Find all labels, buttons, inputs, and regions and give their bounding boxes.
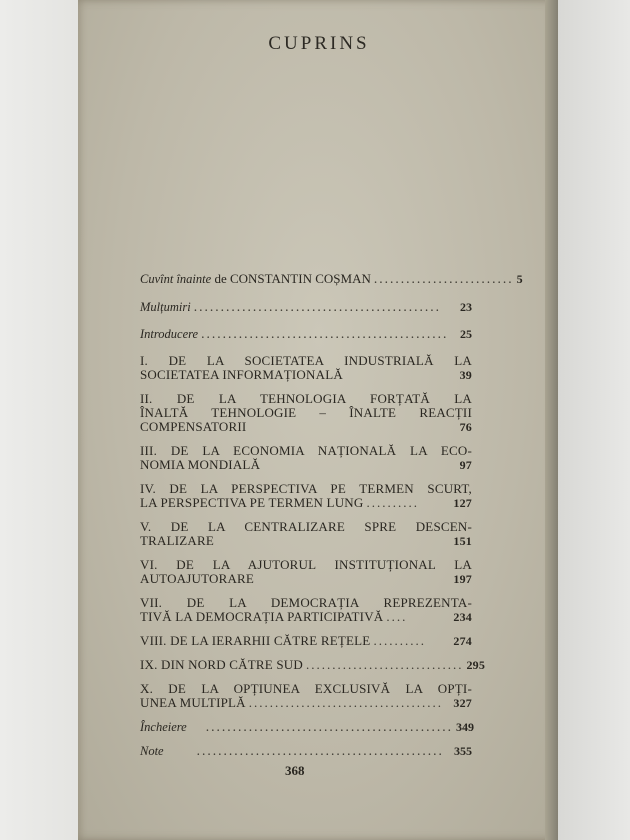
background-left (0, 0, 78, 840)
toc-entry-introducere (140, 327, 472, 341)
toc-entry-line: V. DE LA CENTRALIZARE SPRE DESCEN- (140, 519, 472, 534)
toc-entry-chapter-6 (140, 558, 472, 586)
toc-entry-label: Mulțumiri (140, 300, 191, 314)
table-of-contents (140, 271, 523, 758)
toc-page-number: 97 (459, 458, 472, 472)
toc-entry-chapter-9 (140, 657, 486, 672)
toc-entry-line: X. DE LA OPȚIUNEA EXCLUSIVĂ LA OPȚI- (140, 681, 472, 696)
toc-entry-multumiri (140, 300, 472, 314)
leader-dots: .... (386, 609, 408, 624)
page-number: 368 (285, 763, 305, 778)
toc-page-number: 295 (466, 658, 486, 672)
toc-entry-chapter-5 (140, 520, 472, 548)
toc-entry-label-rest: de CONSTANTIN COȘMAN (211, 271, 371, 286)
toc-entry-chapter-2 (140, 392, 472, 434)
toc-page-number: 197 (453, 572, 472, 586)
toc-entry-line: NOMIA MONDIALĂ (140, 457, 261, 472)
toc-page-number: 349 (455, 720, 474, 734)
toc-entry-line: AUTOAJUTORARE (140, 571, 255, 586)
toc-entry-line: VI. DE LA AJUTORUL INSTITUȚIONAL LA (140, 557, 472, 572)
toc-entry-line: SOCIETATEA INFORMAȚIONALĂ (140, 367, 343, 382)
leader-dots: .............................................. (201, 326, 449, 341)
leader-dots: .............................................. (196, 743, 444, 758)
toc-page-number: 23 (460, 300, 472, 314)
page-title: CUPRINS (268, 33, 370, 54)
toc-entry-chapter-7 (140, 596, 472, 624)
toc-entry-cuvint (140, 271, 523, 286)
toc-page-number: 274 (453, 634, 472, 648)
leader-dots: .............................................. (205, 719, 453, 734)
toc-entry-label: Încheiere (140, 720, 187, 734)
toc-page-number: 39 (459, 368, 472, 382)
toc-entry-line: TRALIZARE (140, 533, 215, 548)
leader-dots: .......................... (373, 271, 514, 286)
toc-entry-chapter-1 (140, 354, 472, 382)
toc-entry-line: ÎNALTĂ TEHNOLOGIE – ÎNALTE REACȚII (140, 405, 472, 420)
toc-page-number: 127 (453, 496, 472, 510)
toc-entry-line: II. DE LA TEHNOLOGIA FORȚATĂ LA (140, 391, 472, 406)
leader-dots: .............................. (305, 657, 464, 672)
toc-entry-chapter-10 (140, 682, 472, 710)
toc-entry-line: VII. DE LA DEMOCRAȚIA REPREZENTA- (140, 595, 472, 610)
toc-entry-chapter-4 (140, 482, 472, 510)
toc-entry-line: VIII. DE LA IERARHII CĂTRE REȚELE (140, 633, 371, 648)
toc-entry-incheiere (140, 720, 472, 734)
toc-entry-note (140, 744, 472, 758)
toc-page-number: 76 (459, 420, 472, 434)
toc-entry-chapter-8 (140, 634, 472, 648)
toc-page-number: 25 (460, 327, 472, 341)
leader-dots: .......... (366, 495, 419, 510)
toc-entry-line: COMPENSATORII (140, 419, 247, 434)
toc-entry-label-italic: Cuvînt înainte (140, 272, 212, 286)
toc-entry-line: IX. DIN NORD CĂTRE SUD (140, 657, 303, 672)
toc-entry-label: Introducere (140, 327, 199, 341)
toc-entry-line: IV. DE LA PERSPECTIVA PE TERMEN SCURT, (140, 481, 472, 496)
toc-page-number: 5 (516, 272, 523, 286)
leader-dots: .......... (373, 633, 426, 648)
toc-entry-chapter-3 (140, 444, 472, 472)
leader-dots: .............................................. (193, 299, 441, 314)
leader-dots: ..................................... (248, 695, 444, 710)
toc-page-number: 355 (454, 744, 472, 758)
toc-entry-line: TIVĂ LA DEMOCRAȚIA PARTICIPATIVĂ (140, 609, 384, 624)
toc-entry-line: I. DE LA SOCIETATEA INDUSTRIALĂ LA (140, 353, 472, 368)
toc-entry-line: III. DE LA ECONOMIA NAȚIONALĂ LA ECO- (140, 443, 472, 458)
toc-page-number: 327 (453, 696, 472, 710)
toc-entry-line: LA PERSPECTIVA PE TERMEN LUNG (140, 495, 364, 510)
toc-page-number: 234 (453, 610, 472, 624)
background-right (558, 0, 630, 840)
toc-entry-line: UNEA MULTIPLĂ (140, 695, 246, 710)
toc-entry-label: Note (140, 744, 164, 758)
toc-page-number: 151 (453, 534, 472, 548)
